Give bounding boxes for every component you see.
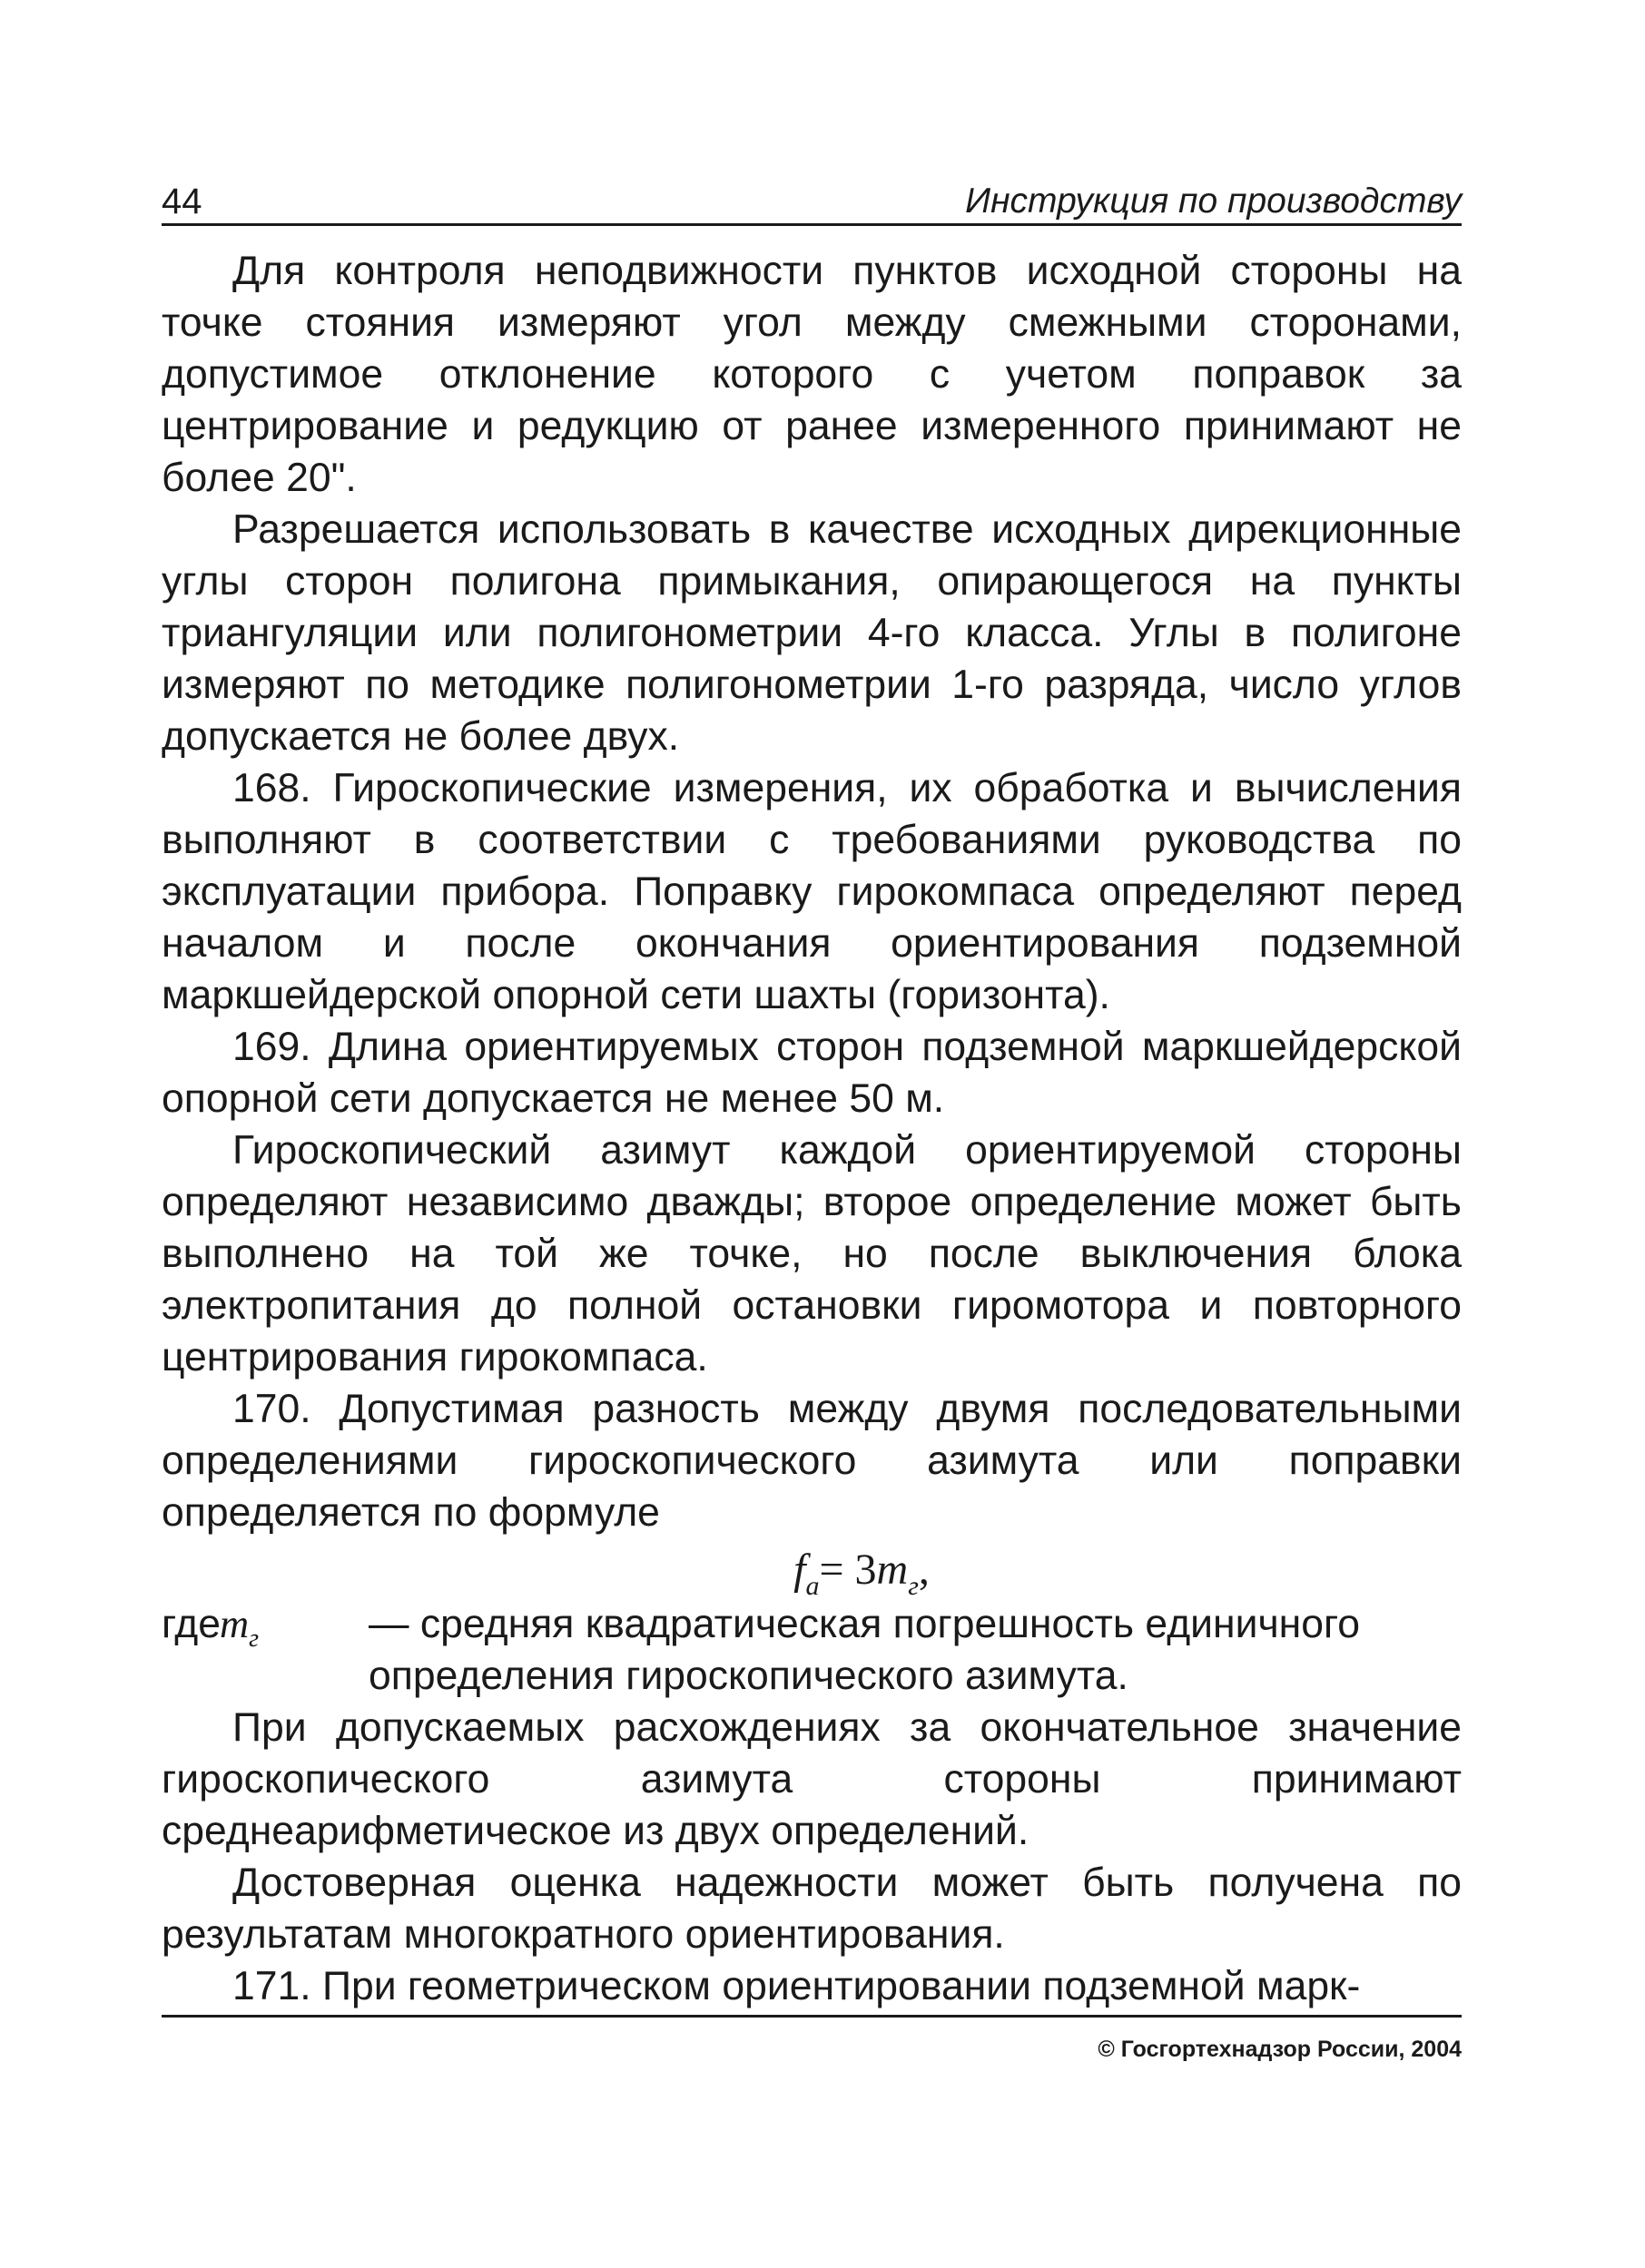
paragraph: При допускаемых расхождениях за окончательное значение гироскопического азимута стороны принимают среднеарифметическое из двух определений.	[162, 1705, 1462, 1853]
formula-rhs-variable: m	[876, 1546, 909, 1594]
paragraph: Гироскопический азимут каждой ориентируемой стороны определяют независимо дважды; второе определение может быть выполнено на той же точке, но после выключения блока электропитания до полной остановки гиромотора и повторного центрирования гирокомпаса.	[162, 1128, 1462, 1379]
page-header	[162, 180, 1462, 226]
formula	[162, 1538, 1462, 1601]
paragraph-168: 168. Гироскопические измерения, их обработка и вычисления выполняют в соответствии с требованиями руководства по эксплуатации прибора. Поправку гирокомпаса определяют перед началом и после окончания ориентирования подземной маркшейдерской опорной сети шахты (горизонта).	[162, 766, 1462, 1017]
page-number: 44	[162, 182, 202, 221]
body-text	[162, 245, 1462, 2012]
paragraph: Для контроля неподвижности пунктов исходной стороны на точке стояния измеряют угол между смежными сторонами, допустимое отклонение которого с учетом поправок за центрирование и редукцию от ранее измеренного принимают не более 20".	[162, 249, 1462, 500]
formula-rhs-subscript: г	[908, 1571, 919, 1601]
running-title: Инструкция по производству	[965, 182, 1462, 221]
paragraph-170: 170. Допустимая разность между двумя последовательными определениями гироскопического азимута или поправки определяется по формуле	[162, 1387, 1462, 1535]
formula-legend	[162, 1598, 1462, 1702]
copyright-notice: © Госгортехнадзор России, 2004	[1098, 2037, 1462, 2062]
legend-line-2: определения гироскопического азимута.	[369, 1654, 1128, 1698]
paragraph-171: 171. При геометрическом ориентировании подземной марк-	[232, 1964, 1361, 2008]
paragraph: Достоверная оценка надежности может быть получена по результатам многократного ориентирования.	[162, 1861, 1462, 1957]
legend-where-word: где	[162, 1602, 221, 1646]
formula-tail: ,	[918, 1546, 930, 1594]
legend-symbol-letter: m	[220, 1601, 250, 1646]
legend-line-1: — средняя квадратическая погрешность единичного	[369, 1602, 1360, 1646]
legend-symbol-subscript: г	[249, 1625, 260, 1653]
legend-symbol	[220, 1598, 259, 1664]
footer-divider	[162, 2015, 1462, 2018]
paragraph-169: 169. Длина ориентируемых сторон подземной маркшейдерской опорной сети допускается не менее 50 м.	[162, 1025, 1462, 1121]
paragraph: Разрешается использовать в качестве исходных дирекционные углы сторон полигона примыкания, опирающегося на пункты триангуляции или полигонометрии 4-го класса. Углы в полигоне измеряют по методике полигонометрии 1-го разряда, число углов допускается не более двух.	[162, 507, 1462, 759]
formula-equals: = 3	[819, 1546, 877, 1594]
formula-lhs-subscript: a	[805, 1571, 820, 1601]
formula-lhs: f	[793, 1546, 806, 1594]
